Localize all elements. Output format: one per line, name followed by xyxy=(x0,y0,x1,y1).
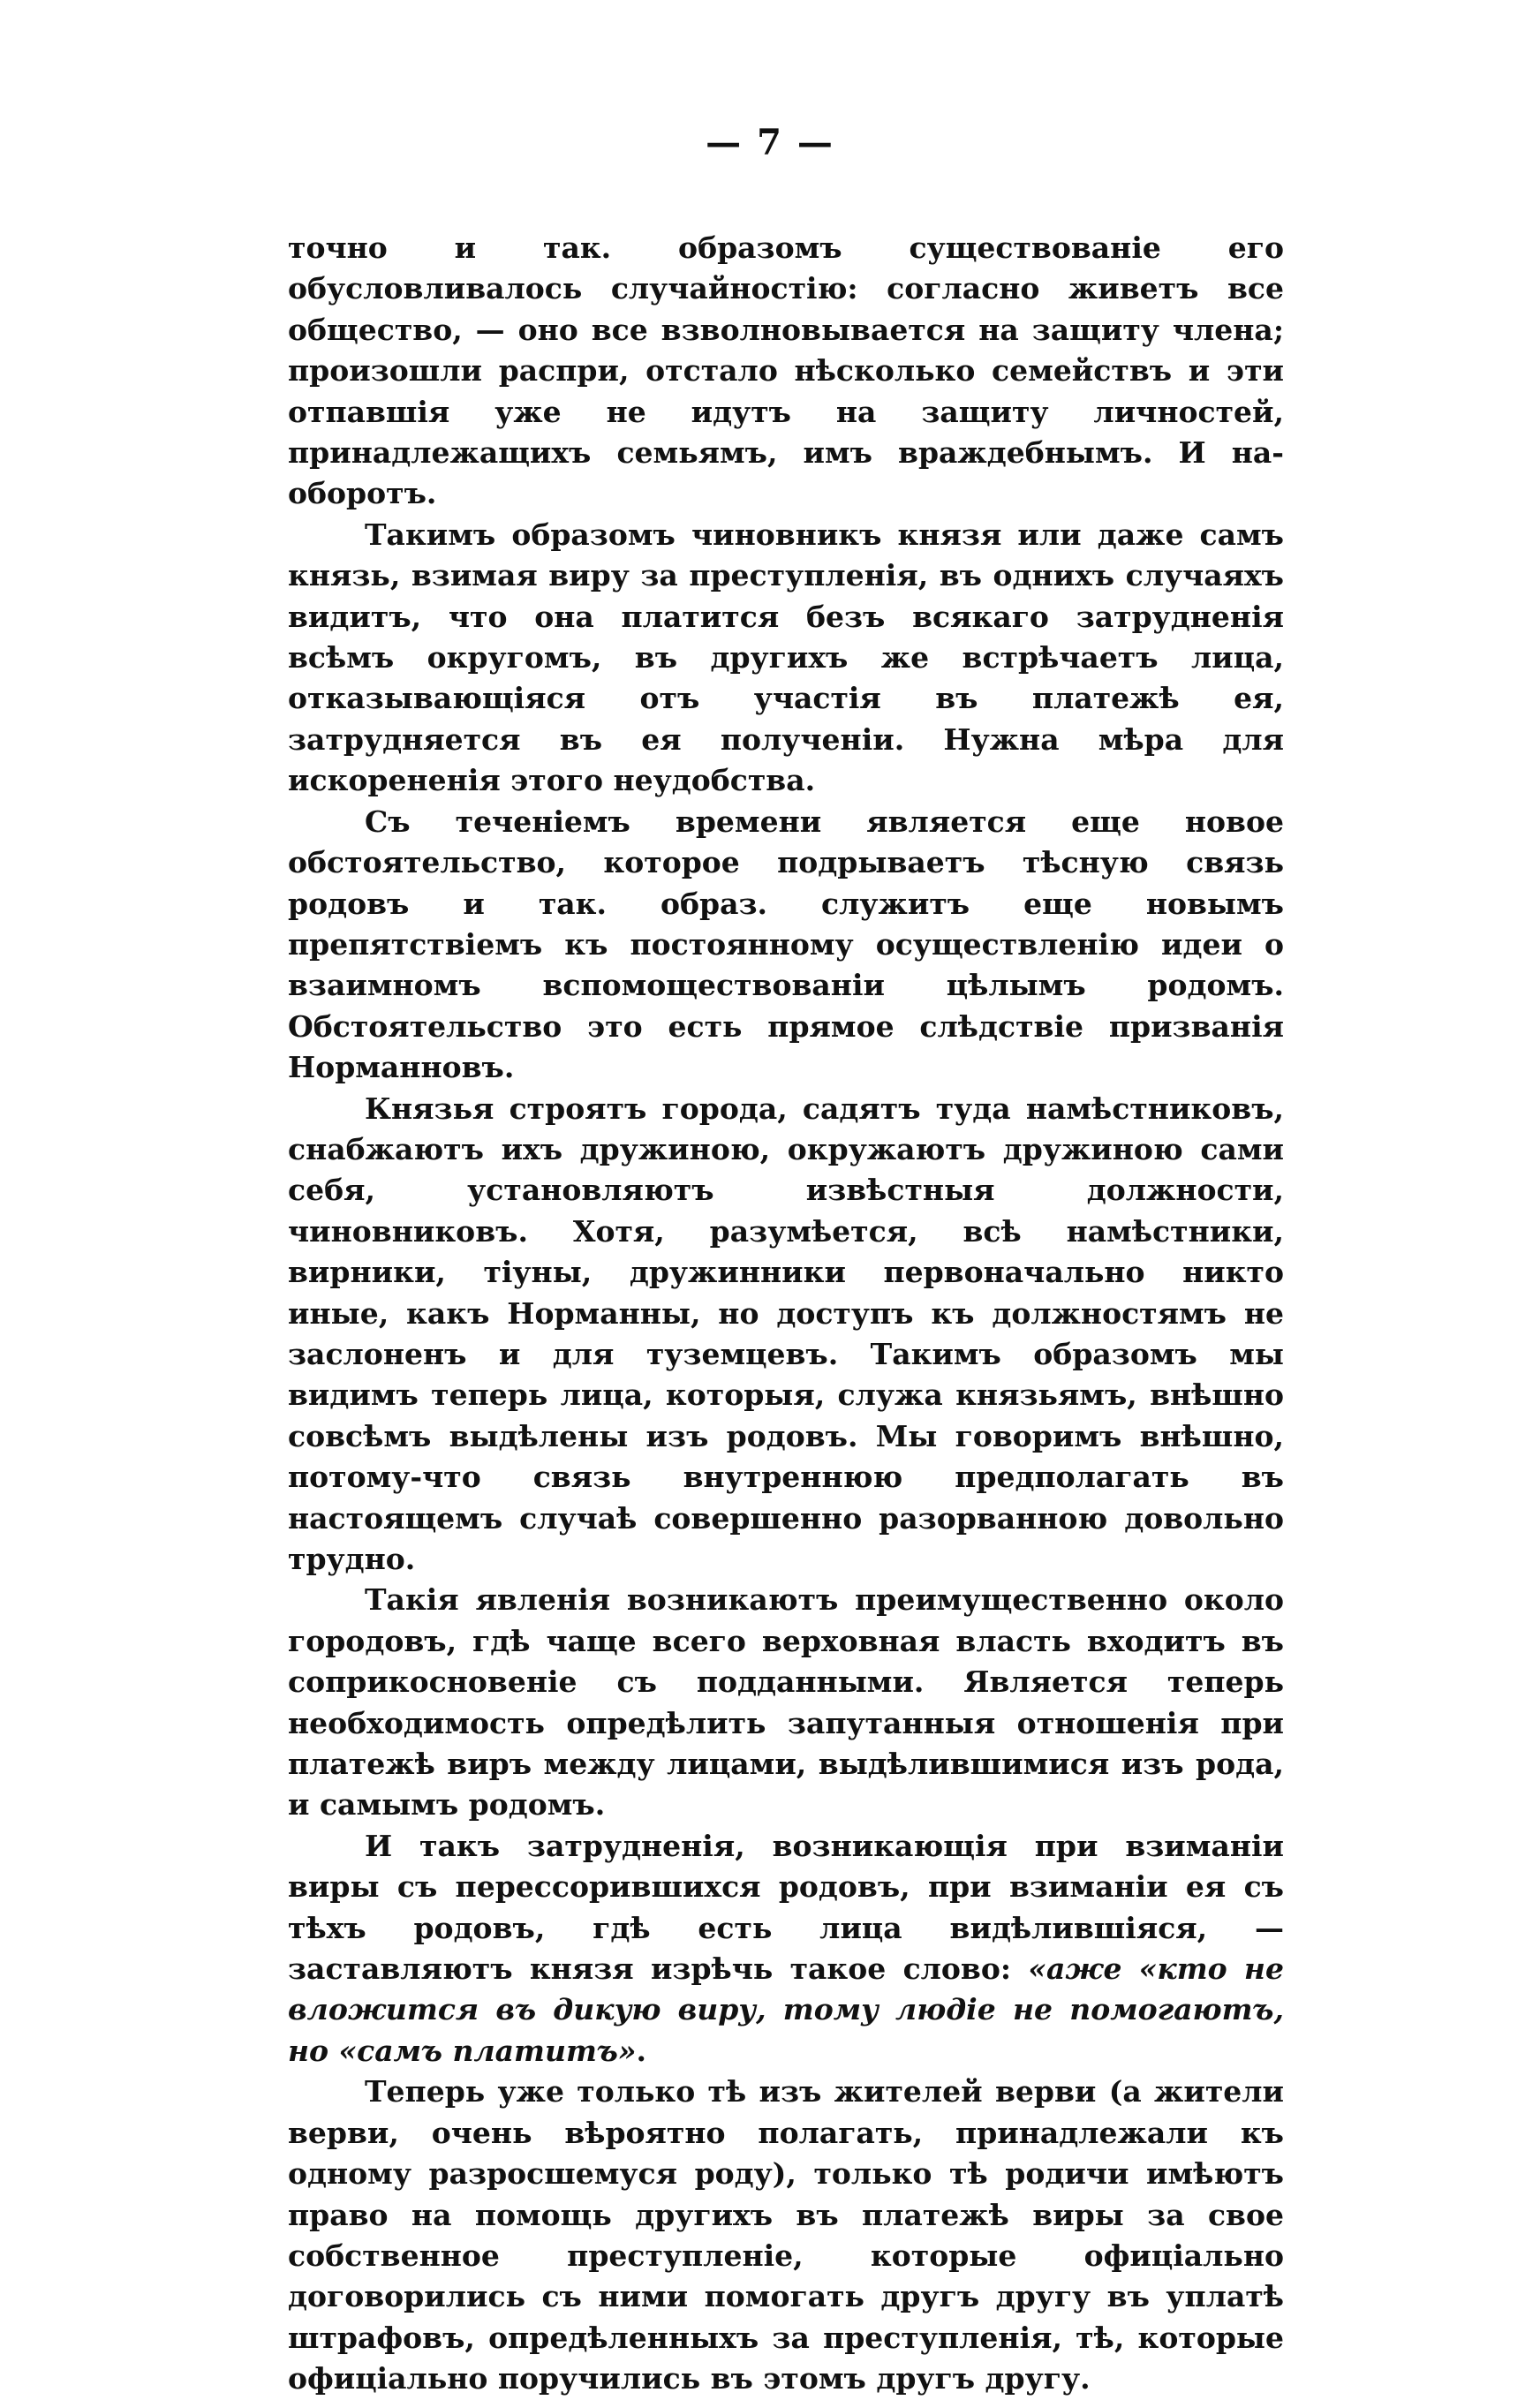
paragraph-1: точно и так. образомъ существованіе его обусловливалось случайностію: согласно живетъ все общество, — оно все взволновывается на защиту члена; произошли распри, отстало нѣсколько семействъ и эти отпавшія уже не идутъ на защиту личностей, принадлежащихъ семьямъ, имъ враждебнымъ. И на-оборотъ. xyxy=(288,230,1284,511)
paragraph-6 xyxy=(288,1826,1284,2072)
body-text xyxy=(288,228,1284,2400)
page-number: — 7 — xyxy=(706,122,834,163)
paragraph-4: Князья строятъ города, садятъ туда намѣстниковъ, снабжаютъ ихъ дружиною, окружаютъ дружиною сами себя, установляютъ извѣстныя должности, чиновниковъ. Хотя, разумѣется, всѣ намѣстники, вирники, тіуны, дружинники первоначально никто иные, какъ Норманны, но доступъ къ должностямъ не заслоненъ и для туземцевъ. Такимъ образомъ мы видимъ теперь лица, которыя, служа князьямъ, внѣшно совсѣмъ выдѣлены изъ родовъ. Мы говоримъ внѣшно, потому-что связь внутреннюю предполагать въ настоящемъ случаѣ совершенно разорванною довольно трудно. xyxy=(288,1091,1284,1576)
law-quote: «аже «кто не вложится въ дикую виру, тому людіе не помогаютъ, но «самъ платитъ» xyxy=(288,1951,1284,2068)
paragraph-3: Съ теченіемъ времени является еще новое обстоятельство, которое подрываетъ тѣсную связь родовъ и так. образ. служитъ еще новымъ препятствіемъ къ постоянному осуществленію идеи о взаимномъ вспомоществованіи цѣлымъ родомъ. Обстоятельство это есть прямое слѣдствіе призванія Норманновъ. xyxy=(288,804,1284,1085)
paragraph-7: Теперь уже только тѣ изъ жителей верви (а жители верви, очень вѣроятно полагать, принадлежали къ одному разросшемуся роду), только тѣ родичи имѣютъ право на помощь другихъ въ платежѣ виры за свое собственное преступленіе, которые офиціально договорились съ ними помогать другъ другу въ уплатѣ штрафовъ, опредѣленныхъ за преступленія, тѣ, которые офиціально поручились въ этомъ другъ другу. xyxy=(288,2074,1284,2396)
paragraph-6-end: . xyxy=(636,2033,646,2068)
paragraph-6-text: И такъ затрудненія, возникающія при взиманіи виры съ перессорившихся родовъ, при взиманіи ея съ тѣхъ родовъ, гдѣ есть лица видѣлившіяся, — заставляютъ князя изрѣчь такое слово: xyxy=(288,1828,1284,1987)
paragraph-5: Такія явленія возникаютъ преимущественно около городовъ, гдѣ чаще всего верховная власть входитъ въ соприкосновеніе съ подданными. Является теперь необходимость опредѣлить запутанныя отношенія при платежѣ виръ между лицами, выдѣлившимися изъ рода, и самымъ родомъ. xyxy=(288,1582,1284,1823)
paragraph-2: Такимъ образомъ чиновникъ князя или даже самъ князь, взимая виру за преступленія, въ однихъ случаяхъ видитъ, что она платится безъ всякаго затрудненія всѣмъ округомъ, въ другихъ же встрѣчаетъ лица, отказывающіяся отъ участія въ платежѣ ея, затрудняется въ ея полученіи. Нужна мѣра для искорененія этого неудобства. xyxy=(288,517,1284,798)
